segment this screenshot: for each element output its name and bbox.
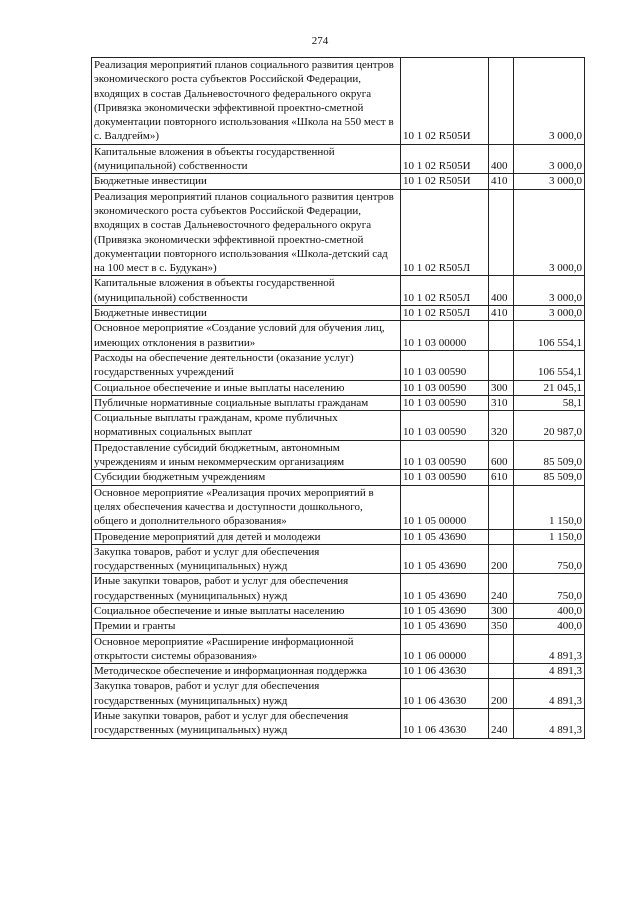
target-article-code: 10 1 02 R505Л	[401, 306, 489, 321]
target-article-code: 10 1 03 00590	[401, 395, 489, 410]
table-row	[92, 529, 585, 544]
table-row	[92, 411, 585, 441]
expense-type-code	[489, 664, 514, 679]
amount: 85 509,0	[514, 440, 585, 470]
target-article-code: 10 1 02 R505Л	[401, 189, 489, 276]
expense-type-code: 310	[489, 395, 514, 410]
target-article-code: 10 1 05 43690	[401, 574, 489, 604]
expense-name: Реализация мероприятий планов социального развития центров экономического роста субъектов Российской Федерации, входящих в состав Дальневосточного федерального округа (Привязка экономически эффективной проектно-сметной документации повторного использования «Школа на 550 мест в с. Валдгейм»)	[92, 58, 401, 145]
expense-type-code: 610	[489, 470, 514, 485]
table-row	[92, 440, 585, 470]
expense-name: Бюджетные инвестиции	[92, 174, 401, 189]
expense-type-code: 200	[489, 544, 514, 574]
target-article-code: 10 1 05 43690	[401, 529, 489, 544]
table-body	[92, 58, 585, 739]
amount: 400,0	[514, 619, 585, 634]
table-row	[92, 380, 585, 395]
target-article-code: 10 1 03 00590	[401, 470, 489, 485]
amount: 106 554,1	[514, 321, 585, 351]
table-row	[92, 174, 585, 189]
target-article-code: 10 1 06 43630	[401, 679, 489, 709]
amount: 20 987,0	[514, 411, 585, 441]
expense-type-code: 600	[489, 440, 514, 470]
expense-name: Основное мероприятие «Расширение информационной открытости системы образования»	[92, 634, 401, 664]
expense-name: Премии и гранты	[92, 619, 401, 634]
expense-name: Предоставление субсидий бюджетным, автономным учреждениям и иным некоммерческим организациям	[92, 440, 401, 470]
expense-name: Социальные выплаты гражданам, кроме публичных нормативных социальных выплат	[92, 411, 401, 441]
target-article-code: 10 1 06 43630	[401, 709, 489, 739]
amount: 1 150,0	[514, 529, 585, 544]
amount: 4 891,3	[514, 664, 585, 679]
expense-name: Основное мероприятие «Реализация прочих мероприятий в целях обеспечения качества и доступности дошкольного, общего и дополнительного образования»	[92, 485, 401, 529]
table-row	[92, 485, 585, 529]
amount: 3 000,0	[514, 276, 585, 306]
target-article-code: 10 1 03 00590	[401, 380, 489, 395]
amount: 3 000,0	[514, 144, 585, 174]
expense-name: Бюджетные инвестиции	[92, 306, 401, 321]
amount: 21 045,1	[514, 380, 585, 395]
table-row	[92, 395, 585, 410]
expense-name: Капитальные вложения в объекты государственной (муниципальной) собственности	[92, 144, 401, 174]
expense-name: Публичные нормативные социальные выплаты гражданам	[92, 395, 401, 410]
amount: 106 554,1	[514, 350, 585, 380]
amount: 400,0	[514, 603, 585, 618]
target-article-code: 10 1 05 43690	[401, 603, 489, 618]
table-row	[92, 276, 585, 306]
target-article-code: 10 1 05 00000	[401, 485, 489, 529]
table-row	[92, 144, 585, 174]
expense-name: Закупка товаров, работ и услуг для обеспечения государственных (муниципальных) нужд	[92, 679, 401, 709]
target-article-code: 10 1 02 R505И	[401, 144, 489, 174]
expense-type-code: 410	[489, 306, 514, 321]
expense-type-code: 240	[489, 709, 514, 739]
table-row	[92, 189, 585, 276]
table-row	[92, 664, 585, 679]
expense-type-code: 350	[489, 619, 514, 634]
expense-type-code: 400	[489, 276, 514, 306]
target-article-code: 10 1 02 R505И	[401, 58, 489, 145]
expense-type-code: 200	[489, 679, 514, 709]
expense-name: Проведение мероприятий для детей и молодежи	[92, 529, 401, 544]
expense-name: Иные закупки товаров, работ и услуг для обеспечения государственных (муниципальных) нужд	[92, 574, 401, 604]
expense-type-code	[489, 321, 514, 351]
amount: 1 150,0	[514, 485, 585, 529]
expense-name: Иные закупки товаров, работ и услуг для обеспечения государственных (муниципальных) нужд	[92, 709, 401, 739]
amount: 4 891,3	[514, 634, 585, 664]
target-article-code: 10 1 03 00590	[401, 411, 489, 441]
target-article-code: 10 1 06 43630	[401, 664, 489, 679]
target-article-code: 10 1 03 00000	[401, 321, 489, 351]
table-row	[92, 574, 585, 604]
amount: 750,0	[514, 544, 585, 574]
expense-type-code	[489, 58, 514, 145]
expense-type-code: 300	[489, 380, 514, 395]
expense-name: Субсидии бюджетным учреждениям	[92, 470, 401, 485]
amount: 3 000,0	[514, 306, 585, 321]
table-row	[92, 350, 585, 380]
expense-type-code	[489, 350, 514, 380]
budget-table	[91, 57, 585, 739]
expense-name: Реализация мероприятий планов социального развития центров экономического роста субъектов Российской Федерации, входящих в состав Дальневосточного федерального округа (Привязка экономически эффективной проектно-сметной документации повторного использования «Школа-детский сад на 100 мест в с. Будукан»)	[92, 189, 401, 276]
table-row	[92, 58, 585, 145]
expense-type-code: 320	[489, 411, 514, 441]
expense-name: Капитальные вложения в объекты государственной (муниципальной) собственности	[92, 276, 401, 306]
expense-name: Методическое обеспечение и информационная поддержка	[92, 664, 401, 679]
expense-type-code: 240	[489, 574, 514, 604]
table-row	[92, 679, 585, 709]
expense-name: Основное мероприятие «Создание условий для обучения лиц, имеющих отклонения в развитии»	[92, 321, 401, 351]
amount: 4 891,3	[514, 679, 585, 709]
table-row	[92, 709, 585, 739]
target-article-code: 10 1 05 43690	[401, 544, 489, 574]
expense-name: Расходы на обеспечение деятельности (оказание услуг) государственных учреждений	[92, 350, 401, 380]
target-article-code: 10 1 06 00000	[401, 634, 489, 664]
expense-type-code	[489, 529, 514, 544]
expense-type-code: 410	[489, 174, 514, 189]
page-number: 274	[311, 35, 329, 47]
expense-type-code	[489, 485, 514, 529]
target-article-code: 10 1 02 R505Л	[401, 276, 489, 306]
target-article-code: 10 1 02 R505И	[401, 174, 489, 189]
expense-name: Социальное обеспечение и иные выплаты населению	[92, 603, 401, 618]
table-row	[92, 603, 585, 618]
expense-type-code	[489, 634, 514, 664]
expense-name: Закупка товаров, работ и услуг для обеспечения государственных (муниципальных) нужд	[92, 544, 401, 574]
expense-type-code	[489, 189, 514, 276]
amount: 3 000,0	[514, 58, 585, 145]
amount: 3 000,0	[514, 189, 585, 276]
target-article-code: 10 1 03 00590	[401, 350, 489, 380]
amount: 85 509,0	[514, 470, 585, 485]
table-row	[92, 619, 585, 634]
target-article-code: 10 1 03 00590	[401, 440, 489, 470]
amount: 3 000,0	[514, 174, 585, 189]
table-row	[92, 470, 585, 485]
table-row	[92, 544, 585, 574]
table-row	[92, 634, 585, 664]
table-row	[92, 321, 585, 351]
expense-type-code: 300	[489, 603, 514, 618]
table-row	[92, 306, 585, 321]
target-article-code: 10 1 05 43690	[401, 619, 489, 634]
expense-type-code: 400	[489, 144, 514, 174]
expense-name: Социальное обеспечение и иные выплаты населению	[92, 380, 401, 395]
amount: 4 891,3	[514, 709, 585, 739]
amount: 750,0	[514, 574, 585, 604]
amount: 58,1	[514, 395, 585, 410]
